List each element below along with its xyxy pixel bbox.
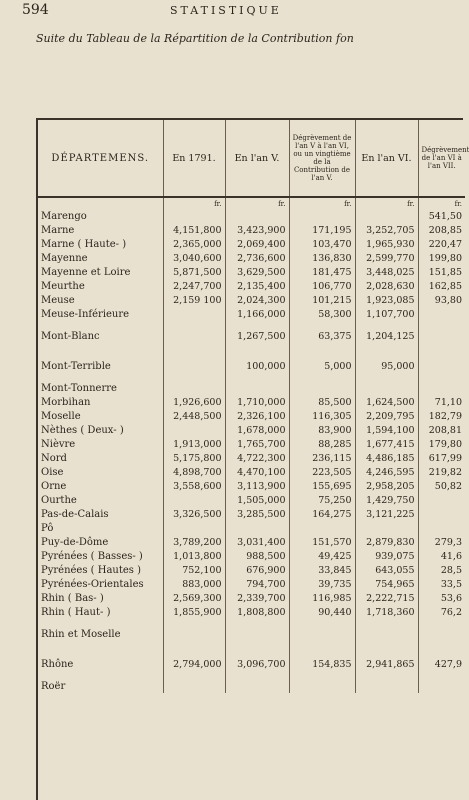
value-cell: 1,204,125 [355,321,418,351]
department-name: Marengo [41,210,87,222]
value-cell: 2,069,400 [225,237,289,251]
table-row [38,479,465,493]
value-cell: 1,429,750 [355,493,418,507]
department-name: Nièvre [41,438,76,450]
value-cell: 1,965,930 [355,237,418,251]
repartition-table-frame [36,118,469,800]
value-cell: 171,195 [289,223,355,237]
value-cell: 3,121,225 [355,507,418,521]
department-name: Rhin et Moselle [41,628,121,640]
department-name: Rhin ( Bas- ) [41,592,104,604]
value-cell [418,307,465,321]
value-cell: 988,500 [225,549,289,563]
value-cell: 88,285 [289,437,355,451]
value-cell: 4,470,100 [225,465,289,479]
table-row [38,465,465,479]
value-cell [355,679,418,693]
department-name: Meurthe [41,280,85,292]
value-cell: 93,80 [418,293,465,307]
value-cell: 541,50 [418,209,465,223]
table-row [38,507,465,521]
department-name: Moselle [41,410,81,422]
department-name: Pô [41,522,54,534]
value-cell: 279,3 [418,535,465,549]
value-cell [418,507,465,521]
table-row [38,409,465,423]
value-cell: 1,677,415 [355,437,418,451]
value-cell: 4,722,300 [225,451,289,465]
value-cell: 1,855,900 [163,605,225,619]
department-name: Rhône [41,658,74,670]
value-cell: 752,100 [163,563,225,577]
table-row [38,395,465,409]
value-cell: 3,040,600 [163,251,225,265]
header-an-v: En l'an V. [225,120,289,197]
value-cell [163,493,225,507]
table-row [38,321,465,351]
table-row [38,293,465,307]
table-row [38,577,465,591]
value-cell [289,381,355,395]
department-name: Meuse [41,294,75,306]
value-cell: 1,166,000 [225,307,289,321]
value-cell: 3,285,500 [225,507,289,521]
department-name: Pas-de-Calais [41,508,109,520]
value-cell: 39,735 [289,577,355,591]
table-row [38,549,465,563]
value-cell [418,679,465,693]
value-cell: 754,965 [355,577,418,591]
value-cell: 2,365,000 [163,237,225,251]
table-row [38,307,465,321]
value-cell [289,209,355,223]
value-cell: 181,475 [289,265,355,279]
value-cell: 1,594,100 [355,423,418,437]
value-cell: 162,85 [418,279,465,293]
value-cell: 28,5 [418,563,465,577]
value-cell: 2,879,830 [355,535,418,549]
header-degrevement-vi-vii: Dégrèvement de l'an VI à l'an VII. [418,120,465,197]
value-cell: 1,808,800 [225,605,289,619]
value-cell: 4,151,800 [163,223,225,237]
value-cell [163,381,225,395]
value-cell: 236,115 [289,451,355,465]
value-cell [163,209,225,223]
table-row [38,605,465,619]
value-cell: 643,055 [355,563,418,577]
value-cell: 164,275 [289,507,355,521]
table-row [38,423,465,437]
table-row [38,237,465,251]
table-row [38,279,465,293]
department-name: Ourthe [41,494,77,506]
table-subtitle: Suite du Tableau de la Répartition de la Contribution fon [36,32,354,45]
table-row [38,619,465,649]
value-cell: 883,000 [163,577,225,591]
table-row [38,679,465,693]
repartition-table [38,120,469,693]
value-cell: 2,448,500 [163,409,225,423]
value-cell: 90,440 [289,605,355,619]
value-cell [163,423,225,437]
value-cell: 58,300 [289,307,355,321]
value-cell: 154,835 [289,649,355,679]
value-cell: 1,710,000 [225,395,289,409]
value-cell: 53,6 [418,591,465,605]
value-cell: 2,209,795 [355,409,418,423]
value-cell: 5,871,500 [163,265,225,279]
value-cell: 223,505 [289,465,355,479]
department-name: Rhin ( Haut- ) [41,606,111,618]
header-row [38,120,465,197]
table-row [38,521,465,535]
department-name: Morbihan [41,396,91,408]
value-cell: 106,770 [289,279,355,293]
value-cell: 2,222,715 [355,591,418,605]
value-cell: 208,81 [418,423,465,437]
value-cell: 1,624,500 [355,395,418,409]
value-cell [418,351,465,381]
table-row [38,381,465,395]
department-name: Mayenne [41,252,88,264]
value-cell: 1,913,000 [163,437,225,451]
value-cell: 63,375 [289,321,355,351]
department-name: Pyrénées ( Basses- ) [41,550,143,562]
value-cell: 136,830 [289,251,355,265]
department-name: Mont-Tonnerre [41,382,117,394]
value-cell: 1,678,000 [225,423,289,437]
value-cell [355,209,418,223]
value-cell: 50,82 [418,479,465,493]
page-number: 594 [22,2,49,18]
value-cell [418,619,465,649]
value-cell: 3,031,400 [225,535,289,549]
value-cell: 208,85 [418,223,465,237]
value-cell: 75,250 [289,493,355,507]
header-degrevement-v-vi: Dégrèvement de l'an V à l'an VI, ou un vingtième de la Contribution de l'an V. [289,120,355,197]
unit-cell: fr. [225,197,289,209]
value-cell [289,521,355,535]
table-row [38,493,465,507]
value-cell: 4,246,595 [355,465,418,479]
department-name: Mont-Terrible [41,360,111,372]
value-cell: 33,5 [418,577,465,591]
value-cell: 199,80 [418,251,465,265]
value-cell: 1,923,085 [355,293,418,307]
value-cell: 83,900 [289,423,355,437]
value-cell: 1,765,700 [225,437,289,451]
value-cell: 1,926,600 [163,395,225,409]
value-cell: 116,305 [289,409,355,423]
value-cell [163,679,225,693]
header-1791: En 1791. [163,120,225,197]
value-cell [163,321,225,351]
value-cell [225,679,289,693]
value-cell: 676,900 [225,563,289,577]
value-cell [418,381,465,395]
table-row [38,351,465,381]
table-row [38,251,465,265]
header-departements: DÉPARTEMENS. [38,120,163,197]
value-cell [355,381,418,395]
value-cell: 2,941,865 [355,649,418,679]
table-row [38,649,465,679]
value-cell: 3,558,600 [163,479,225,493]
department-name: Marne ( Haute- ) [41,238,127,250]
table-row [38,563,465,577]
value-cell: 2,339,700 [225,591,289,605]
table-row [38,209,465,223]
value-cell: 1,107,700 [355,307,418,321]
unit-cell: fr. [289,197,355,209]
value-cell: 2,159 100 [163,293,225,307]
value-cell: 5,000 [289,351,355,381]
value-cell: 2,569,300 [163,591,225,605]
value-cell: 3,252,705 [355,223,418,237]
department-name: Pyrénées-Orientales [41,578,144,590]
department-name: Roër [41,680,66,692]
value-cell: 3,789,200 [163,535,225,549]
table-row [38,265,465,279]
value-cell: 2,958,205 [355,479,418,493]
value-cell: 116,985 [289,591,355,605]
value-cell: 33,845 [289,563,355,577]
value-cell: 3,629,500 [225,265,289,279]
value-cell [163,521,225,535]
value-cell: 71,10 [418,395,465,409]
value-cell: 182,79 [418,409,465,423]
unit-cell: fr. [355,197,418,209]
value-cell: 95,000 [355,351,418,381]
table-row [38,591,465,605]
value-cell: 85,500 [289,395,355,409]
value-cell: 2,794,000 [163,649,225,679]
unit-cell [38,197,163,209]
department-name: Nèthes ( Deux- ) [41,424,124,436]
unit-cell: fr. [163,197,225,209]
department-name: Nord [41,452,67,464]
table-row [38,223,465,237]
value-cell: 103,470 [289,237,355,251]
department-name: Orne [41,480,67,492]
value-cell: 4,486,185 [355,451,418,465]
department-name: Oise [41,466,64,478]
value-cell: 41,6 [418,549,465,563]
value-cell: 2,028,630 [355,279,418,293]
table-row [38,437,465,451]
value-cell: 1,718,360 [355,605,418,619]
value-cell: 5,175,800 [163,451,225,465]
department-name: Mont-Blanc [41,330,100,342]
value-cell: 220,47 [418,237,465,251]
value-cell [289,679,355,693]
value-cell [163,351,225,381]
value-cell: 2,599,770 [355,251,418,265]
unit-row [38,197,465,209]
value-cell: 2,326,100 [225,409,289,423]
value-cell [225,209,289,223]
department-name: Meuse-Inférieure [41,308,130,320]
value-cell: 2,024,300 [225,293,289,307]
value-cell [225,521,289,535]
value-cell [418,493,465,507]
value-cell: 427,9 [418,649,465,679]
value-cell: 939,075 [355,549,418,563]
value-cell [355,521,418,535]
value-cell: 2,135,400 [225,279,289,293]
value-cell: 3,113,900 [225,479,289,493]
value-cell: 1,267,500 [225,321,289,351]
value-cell: 49,425 [289,549,355,563]
value-cell [418,321,465,351]
table-row [38,451,465,465]
table-row [38,535,465,549]
value-cell [289,619,355,649]
value-cell: 794,700 [225,577,289,591]
value-cell: 617,99 [418,451,465,465]
value-cell: 155,695 [289,479,355,493]
value-cell: 179,80 [418,437,465,451]
value-cell: 100,000 [225,351,289,381]
value-cell: 2,247,700 [163,279,225,293]
value-cell [163,619,225,649]
value-cell [418,521,465,535]
department-name: Pyrénées ( Hautes ) [41,564,142,576]
value-cell [163,307,225,321]
value-cell: 3,423,900 [225,223,289,237]
value-cell: 151,570 [289,535,355,549]
value-cell [225,381,289,395]
value-cell: 3,096,700 [225,649,289,679]
department-name: Marne [41,224,75,236]
value-cell: 3,448,025 [355,265,418,279]
value-cell: 3,326,500 [163,507,225,521]
header-an-vi: En l'an VI. [355,120,418,197]
value-cell: 1,505,000 [225,493,289,507]
department-name: Mayenne et Loire [41,266,131,278]
value-cell [225,619,289,649]
running-title: STATISTIQUE [170,4,282,17]
value-cell: 101,215 [289,293,355,307]
value-cell: 76,2 [418,605,465,619]
value-cell [355,619,418,649]
value-cell: 1,013,800 [163,549,225,563]
department-name: Puy-de-Dôme [41,536,109,548]
value-cell: 2,736,600 [225,251,289,265]
value-cell: 4,898,700 [163,465,225,479]
unit-cell: fr. [418,197,465,209]
value-cell: 151,85 [418,265,465,279]
value-cell: 219,82 [418,465,465,479]
